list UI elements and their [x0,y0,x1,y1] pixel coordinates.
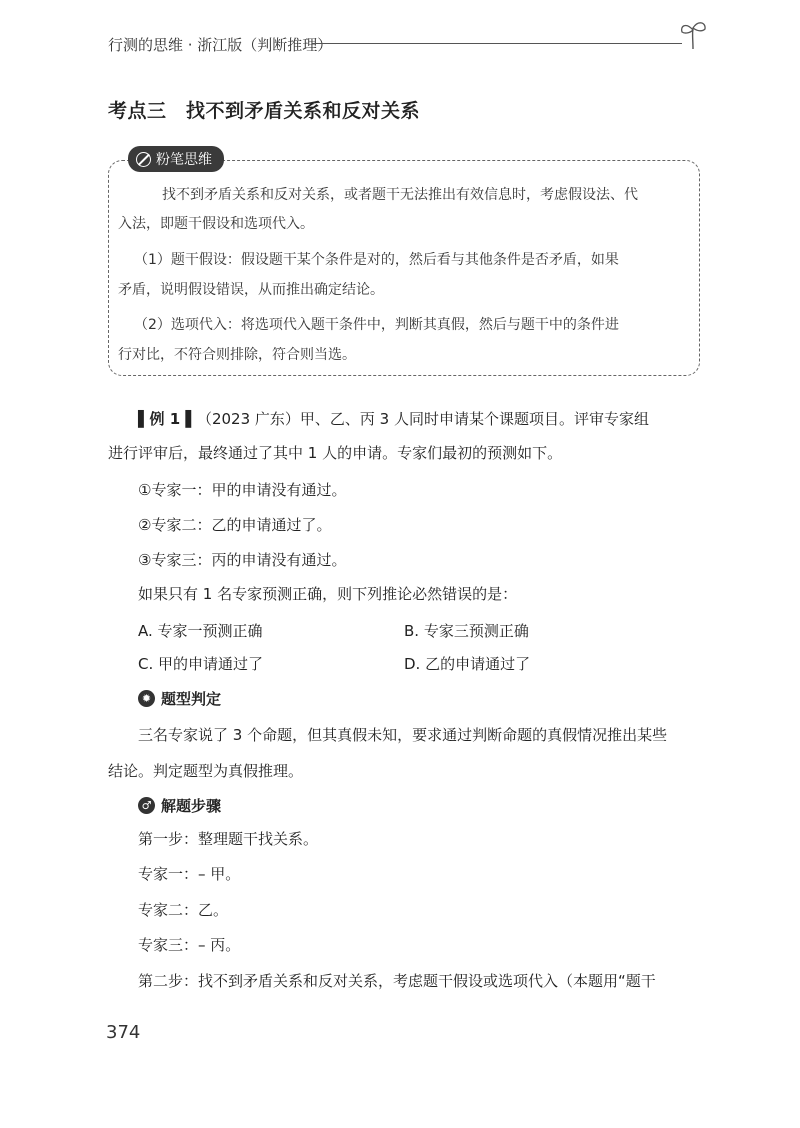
example-text: （2023 广东）甲、乙、丙 3 人同时申请某个课题项目。评审专家组 [196,410,649,428]
expert-statement: ①专家一：甲的申请没有通过。 [138,481,347,499]
running-header: 行测的思维 · 浙江版（判断推理） [108,36,333,54]
option-b: B. 专家三预测正确 [404,622,529,640]
type-judgement-line: 三名专家说了 3 个命题，但其真假未知，要求通过判断命题的真假情况推出某些 [138,726,668,744]
solution-heading [138,795,221,816]
thinking-line: 入法，即题干假设和选项代入。 [118,216,314,232]
solution-step: 第二步：找不到矛盾关系和反对关系，考虑题干假设或选项代入（本题用“题干 [138,972,656,990]
solution-expert: 专家三：– 丙。 [138,936,241,954]
type-judgement-label: 题型判定 [161,690,222,708]
thinking-line: 行对比，不符合则排除，符合则当选。 [118,347,356,363]
solution-expert: 专家一：– 甲。 [138,865,241,883]
gear-icon: ✹ [138,690,155,707]
header-rule [312,43,682,44]
solution-expert: 专家二：乙。 [138,901,229,919]
thinking-line: 找不到矛盾关系和反对关系，或者题干无法推出有效信息时，考虑假设法、代 [162,187,638,203]
thinking-line: （2）选项代入：将选项代入题干条件中，判断其真假，然后与题干中的条件进 [134,317,619,333]
section-title: 考点三 找不到矛盾关系和反对关系 [108,100,421,122]
example-line: 进行评审后，最终通过了其中 1 人的申请。专家们最初的预测如下。 [108,444,563,462]
thinking-tag [128,146,224,172]
solution-step: 第一步：整理题干找关系。 [138,830,319,848]
prohibition-icon [136,152,151,167]
option-a: A. 专家一预测正确 [138,622,263,640]
sprout-icon [676,20,710,50]
example-label: ▌例 1 ▌ [138,410,197,428]
thinking-tag-label: 粉笔思维 [156,152,212,168]
thinking-line: （1）题干假设：假设题干某个条件是对的，然后看与其他条件是否矛盾，如果 [134,252,619,268]
type-judgement-line: 结论。判定题型为真假推理。 [108,762,304,780]
option-c: C. 甲的申请通过了 [138,655,264,673]
thinking-line: 矛盾，说明假设错误，从而推出确定结论。 [118,282,384,298]
expert-statement: ③专家三：丙的申请没有通过。 [138,551,347,569]
question-stem: 如果只有 1 名专家预测正确，则下列推论必然错误的是： [138,585,518,603]
expert-statement: ②专家二：乙的申请通过了。 [138,516,332,534]
page-number: 374 [106,1022,141,1043]
type-judgement-heading [138,688,221,709]
example-intro [138,408,649,429]
option-d: D. 乙的申请通过了 [404,655,531,673]
solution-label: 解题步骤 [161,797,222,815]
steps-icon: ♂ [138,797,155,814]
